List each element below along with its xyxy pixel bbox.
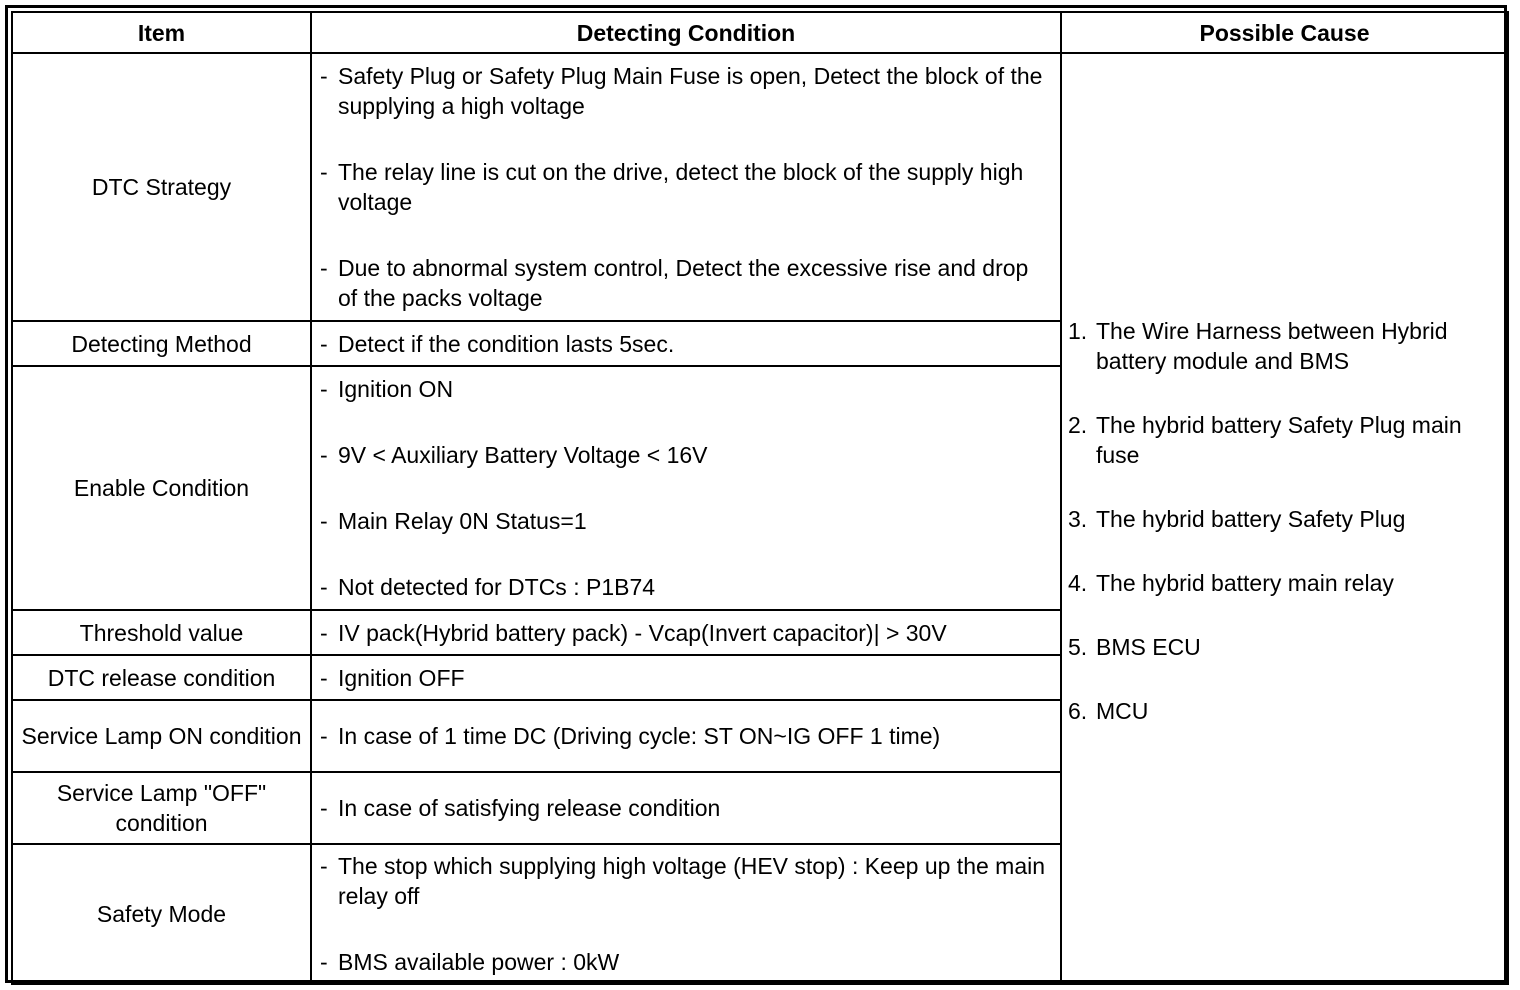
condition-cell	[311, 53, 1061, 321]
cause-item: 3. The hybrid battery Safety Plug	[1068, 506, 1406, 532]
condition-bullet: - In case of 1 time DC (Driving cycle: ST ON~IG OFF 1 time)	[320, 723, 941, 749]
item-cell: Service Lamp "OFF" condition	[12, 772, 311, 844]
condition-bullet: - Main Relay 0N Status=1	[320, 508, 587, 534]
item-cell: DTC Strategy	[12, 53, 311, 321]
condition-cell	[311, 610, 1061, 655]
cause-item: 5. BMS ECU	[1068, 634, 1201, 660]
item-cell: Safety Mode	[12, 844, 311, 984]
condition-bullet: - In case of satisfying release condition	[320, 795, 721, 821]
cause-item: 2. The hybrid battery Safety Plug main fuse	[1068, 412, 1462, 468]
item-cell: Threshold value	[12, 610, 311, 655]
cause-item: 1. The Wire Harness between Hybrid battery module and BMS	[1068, 318, 1448, 374]
condition-cell	[311, 844, 1061, 984]
condition-cell	[311, 772, 1061, 844]
header-row	[12, 12, 1508, 53]
condition-bullet: - IV pack(Hybrid battery pack) - Vcap(Invert capacitor)| > 30V	[320, 619, 947, 646]
condition-bullet: - The stop which supplying high voltage (HEV stop) : Keep up the main relay off	[320, 853, 1046, 909]
row-dtc-strategy	[12, 53, 1508, 321]
condition-bullet: - Safety Plug or Safety Plug Main Fuse is open, Detect the block of the supplying a high voltage	[320, 63, 1043, 119]
item-cell: Enable Condition	[12, 366, 311, 610]
condition-bullet: - BMS available power : 0kW	[320, 949, 620, 975]
condition-bullet: - The relay line is cut on the drive, detect the block of the supply high voltage	[320, 159, 1024, 215]
header-item: Item	[12, 12, 311, 53]
condition-cell	[311, 700, 1061, 772]
cause-item: 4. The hybrid battery main relay	[1068, 570, 1394, 596]
condition-cell	[311, 321, 1061, 366]
condition-cell	[311, 366, 1061, 610]
cause-item: 6. MCU	[1068, 698, 1149, 724]
condition-bullet: - Ignition ON	[320, 376, 454, 402]
dtc-table-frame	[5, 5, 1507, 983]
item-cell: Detecting Method	[12, 321, 311, 366]
condition-bullet: - 9V < Auxiliary Battery Voltage < 16V	[320, 442, 708, 468]
possible-cause-cell	[1061, 53, 1508, 984]
item-cell: DTC release condition	[12, 655, 311, 700]
condition-bullet: - Not detected for DTCs : P1B74	[320, 574, 656, 600]
condition-cell	[311, 655, 1061, 700]
header-detecting-condition: Detecting Condition	[311, 12, 1061, 53]
header-possible-cause: Possible Cause	[1061, 12, 1508, 53]
condition-bullet: - Ignition OFF	[320, 664, 465, 691]
condition-bullet: - Detect if the condition lasts 5sec.	[320, 330, 675, 357]
condition-bullet: - Due to abnormal system control, Detect the excessive rise and drop of the packs voltage	[320, 255, 1029, 311]
item-cell: Service Lamp ON condition	[12, 700, 311, 772]
dtc-table	[11, 11, 1509, 985]
